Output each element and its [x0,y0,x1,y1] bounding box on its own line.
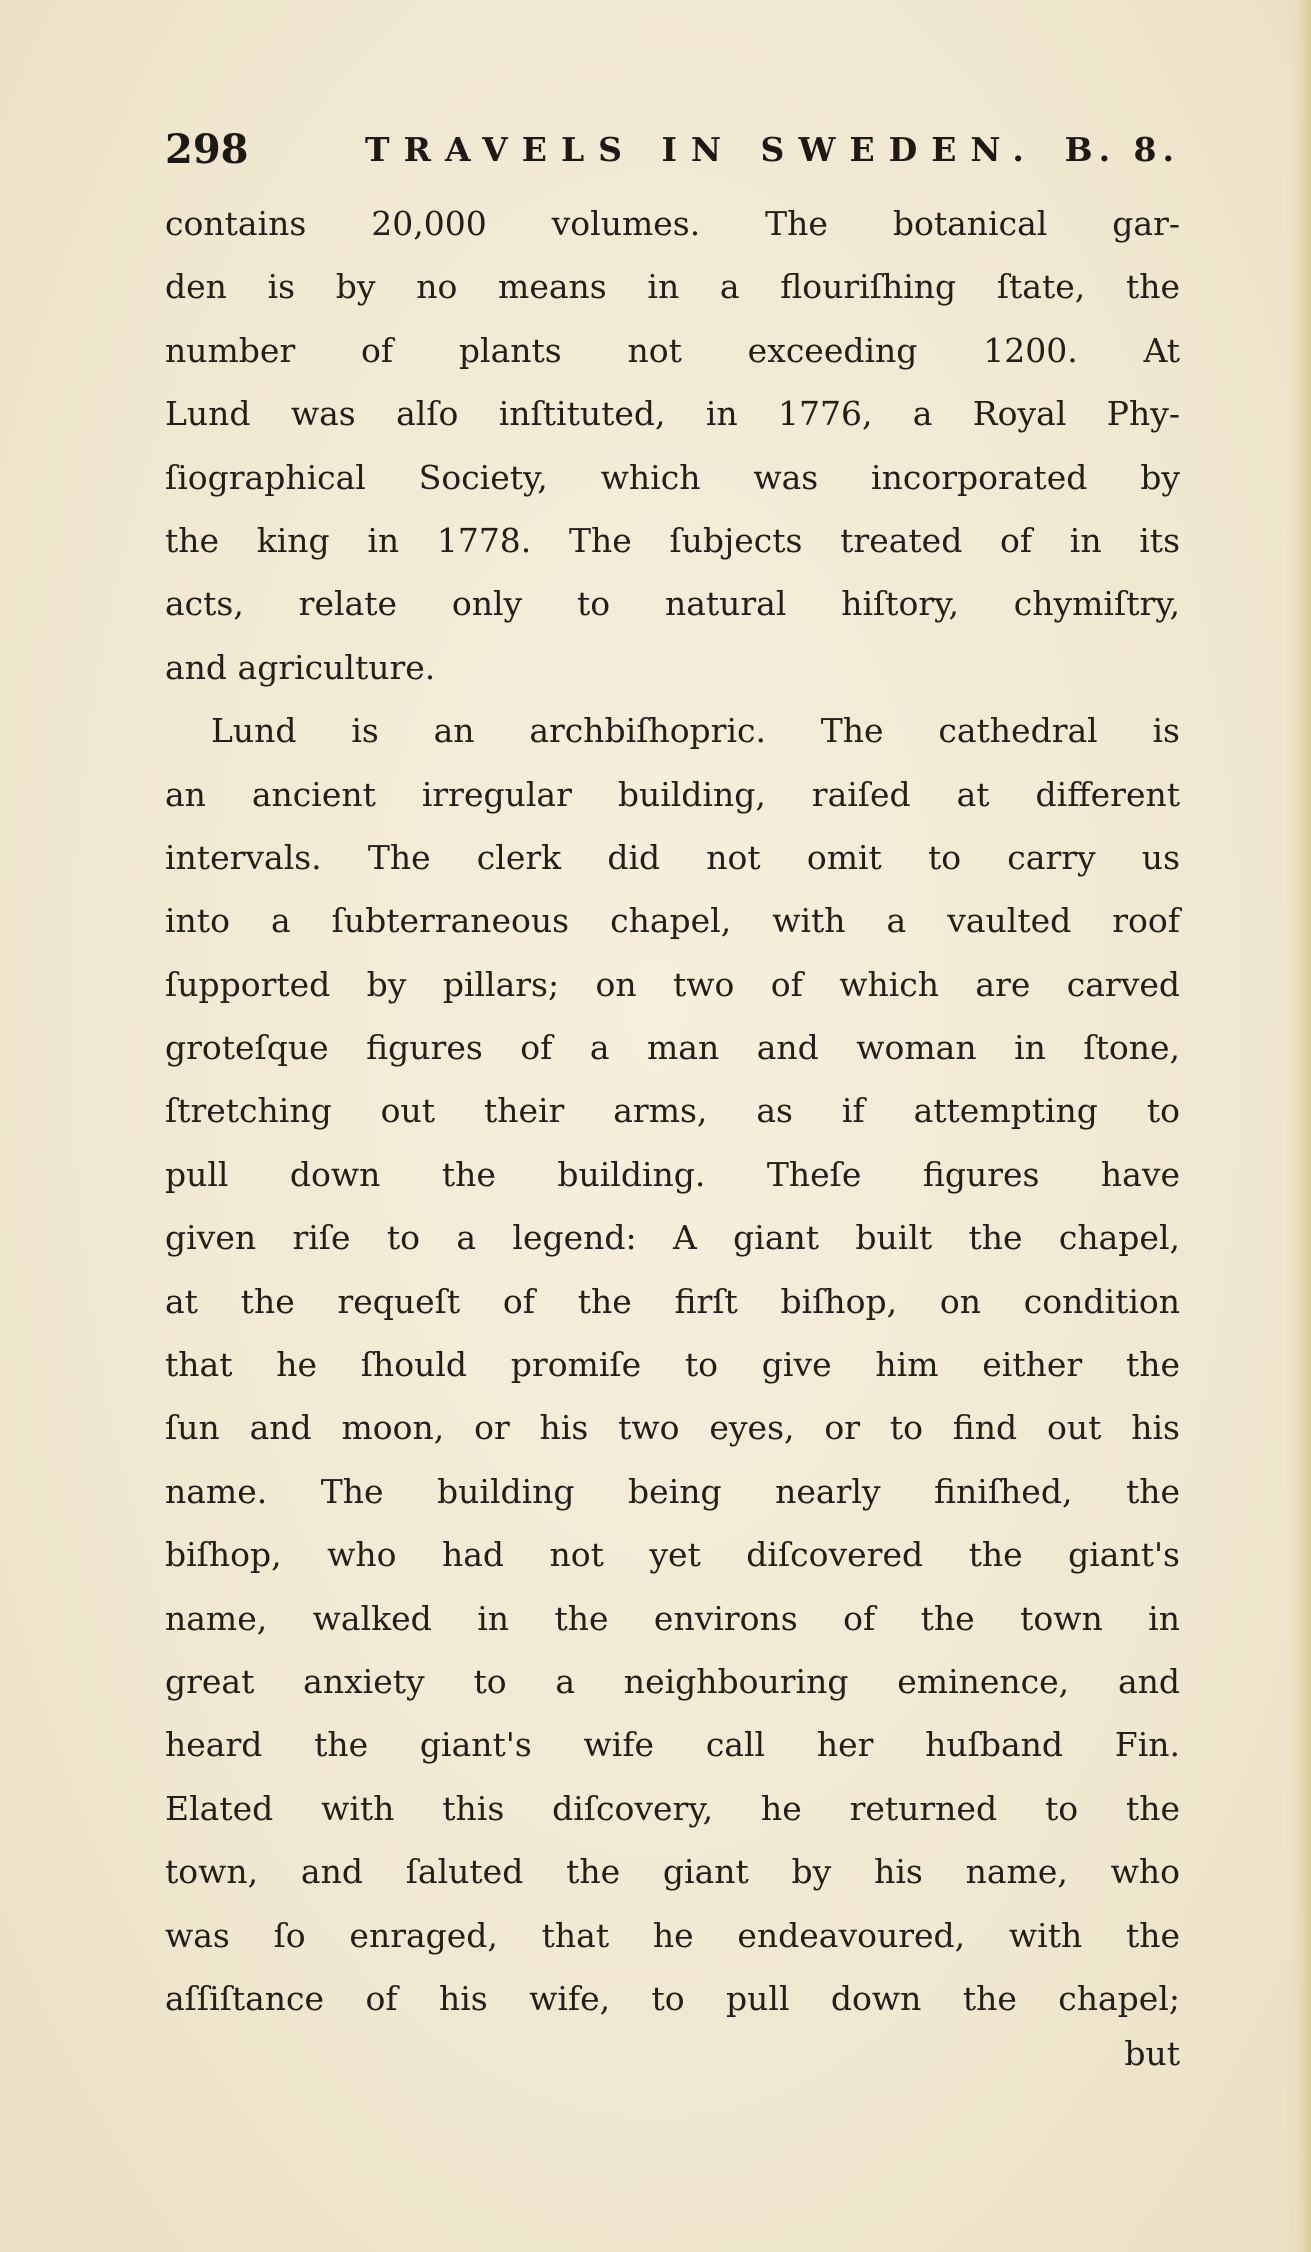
text-line: Lund was alſo inſtituted, in 1776, a Royal Phy- [165,394,1180,434]
text-line: contains 20,000 volumes. The botanical gar- [165,204,1180,243]
text-line: an ancient irregular building, raiſed at different [165,774,1180,814]
catchword: but [1124,2034,1180,2073]
text-line: ſun and moon, or his two eyes, or to find out his [165,1408,1180,1448]
text-line: intervals. The clerk did not omit to carry us [165,837,1180,877]
text-line: given riſe to a legend: A giant built the chapel, [165,1218,1180,1258]
text-line: name, walked in the environs of the town in [165,1598,1180,1638]
text-line: the king in 1778. The ſubjects treated of in its [165,520,1180,560]
text-line: groteſque figures of a man and woman in ſtone, [165,1028,1180,1068]
text-line: and agriculture. [165,647,436,687]
page-edge-shadow [1285,0,1311,2252]
text-line: into a ſubterraneous chapel, with a vaulted roof [165,901,1180,941]
text-line: that he ſhould promiſe to give him either the [165,1345,1180,1385]
text-line: biſhop, who had not yet diſcovered the giant's [165,1535,1180,1575]
running-header [165,118,1180,178]
paragraph-1 [165,192,1180,699]
paragraph-2 [165,699,1180,2030]
text-line: Elated with this diſcovery, he returned to the [165,1788,1180,1828]
text-line: pull down the building. Theſe figures have [165,1154,1180,1194]
page-number: 298 [165,126,249,173]
text-line: acts, relate only to natural hiſtory, chymiſtry, [165,584,1180,624]
body-text [165,192,1180,2030]
text-line: Lund is an archbiſhopric. The cathedral is [211,711,1180,751]
text-line: den is by no means in a flouriſhing ſtate, the [165,267,1180,307]
text-line: ſtretching out their arms, as if attempting to [165,1091,1180,1131]
text-line: ſiographical Society, which was incorporated by [165,457,1180,497]
text-line: ſupported by pillars; on two of which are carved [165,964,1180,1004]
section-mark: B. 8. [1064,130,1180,169]
text-line: heard the giant's wife call her huſband Fin. [165,1725,1180,1765]
text-line: great anxiety to a neighbouring eminence, and [165,1661,1180,1701]
text-line: number of plants not exceeding 1200. At [165,330,1180,370]
text-line: name. The building being nearly finiſhed, the [165,1471,1180,1511]
running-title: TRAVELS IN SWEDEN. [365,130,1038,169]
text-line: aſſiſtance of his wife, to pull down the chapel; [165,1978,1180,2018]
text-line: town, and ſaluted the giant by his name, who [165,1852,1180,1892]
text-line: at the requeſt of the firſt biſhop, on condition [165,1281,1180,1321]
text-line: was ſo enraged, that he endeavoured, with the [165,1915,1180,1955]
